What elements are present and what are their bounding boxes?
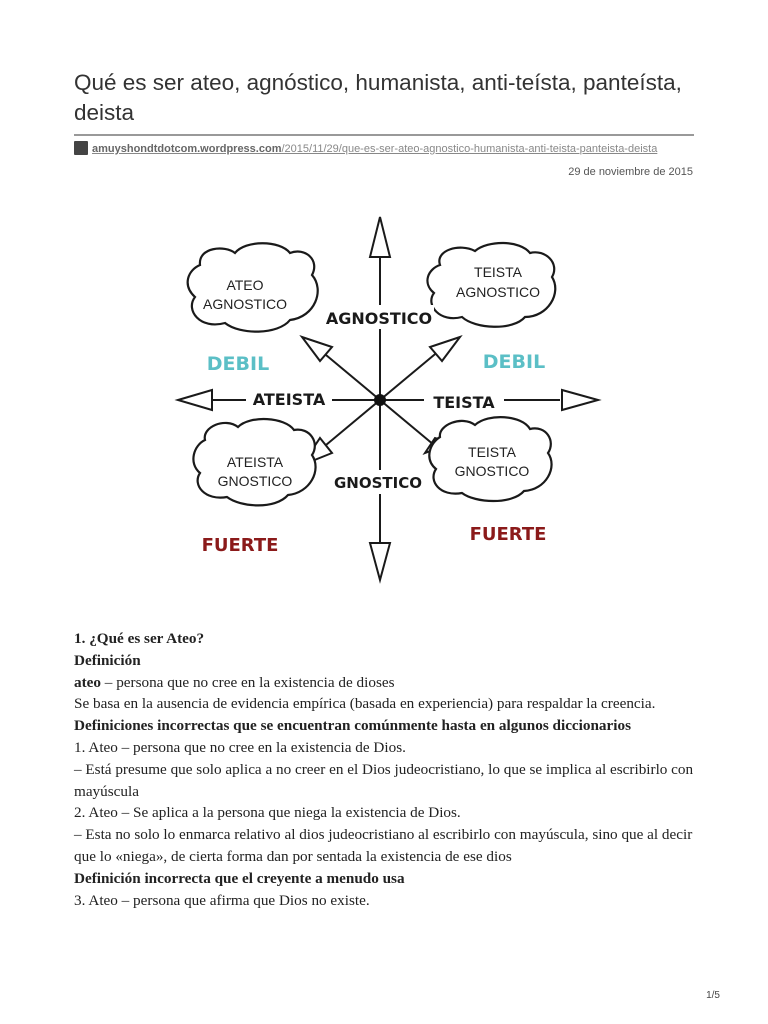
paragraph: Se basa en la ausencia de evidencia empírica (basada en experiencia) para respaldar la creencia. — [74, 695, 656, 713]
bubble-br-line2: GNOSTICO — [454, 463, 530, 479]
axis-label-top: AGNOSTICO — [325, 309, 433, 328]
site-avatar-icon — [74, 141, 88, 155]
weak-label-right: DEBIL — [482, 351, 546, 373]
subheading: Definición incorrecta que el creyente a menudo usa — [74, 869, 405, 887]
arrow-down-icon — [370, 543, 390, 580]
bubble-tr-line2: AGNOSTICO — [455, 284, 541, 300]
bubble-br-line1: TEISTA — [468, 444, 516, 460]
arrow-up-icon — [370, 217, 390, 257]
definition-heading: Definición — [74, 651, 141, 669]
article-body — [74, 628, 699, 911]
paragraph: 3. Ateo – persona que afirma que Dios no existe. — [74, 891, 370, 909]
bubble-tl-line1: ATEO — [226, 277, 264, 293]
axis-label-right: TEISTA — [433, 393, 495, 412]
source-path: /2015/11/29/que-es-ser-ateo-agnostico-humanista-anti-teista-panteista-deista — [281, 143, 658, 155]
source-link[interactable] — [92, 143, 657, 155]
arrow-right-icon — [562, 390, 598, 410]
origin-dot — [374, 394, 386, 406]
bubble-tr-line1: TEISTA — [474, 264, 522, 280]
strong-label-right: FUERTE — [469, 524, 547, 545]
paragraph: – Esta no solo lo enmarca relativo al dios judeocristiano al escribirlo con mayúscula, sino que al decir que lo «niega», de cierta forma dan por sentada la existencia de ese dios — [74, 826, 693, 865]
paragraph: 1. Ateo – persona que no cree en la existencia de Dios. — [74, 738, 406, 756]
title-divider — [74, 134, 694, 136]
section-heading: 1. ¿Qué es ser Ateo? — [74, 630, 205, 647]
arrow-left-icon — [178, 390, 212, 410]
bubble-bl-line2: GNOSTICO — [217, 473, 293, 489]
source-line — [74, 141, 657, 157]
axis-label-bottom: GNOSTICO — [334, 474, 422, 492]
definition-term: ateo — [74, 673, 101, 691]
page-number: 1/5 — [706, 990, 720, 1001]
weak-label-left: DEBIL — [206, 353, 270, 375]
paragraph: 2. Ateo – Se aplica a la persona que niega la existencia de Dios. — [74, 804, 461, 822]
bubble-bl-line1: ATEISTA — [226, 454, 284, 470]
paragraph: – Está presume que solo aplica a no creer en el Dios judeocristiano, lo que se implica al escribirlo con mayúscula — [74, 760, 694, 800]
arrow-upright-icon — [430, 337, 460, 361]
publish-date: 29 de noviembre de 2015 — [568, 166, 693, 178]
definition-line — [74, 672, 699, 694]
subheading: Definiciones incorrectas que se encuentran comúnmente hasta en algunos diccionarios — [74, 717, 631, 735]
axis-label-left: ATEISTA — [252, 390, 326, 409]
page-title: Qué es ser ateo, agnóstico, humanista, anti-teísta, panteísta, deista — [74, 70, 682, 125]
definition-text: – persona que no cree en la existencia de dioses — [101, 673, 395, 691]
source-domain: amuyshondtdotcom.wordpress.com — [92, 143, 282, 155]
bubble-tl-line2: AGNOSTICO — [202, 296, 288, 312]
strong-label-left: FUERTE — [201, 535, 279, 556]
atheism-agnosticism-diagram — [170, 205, 610, 595]
